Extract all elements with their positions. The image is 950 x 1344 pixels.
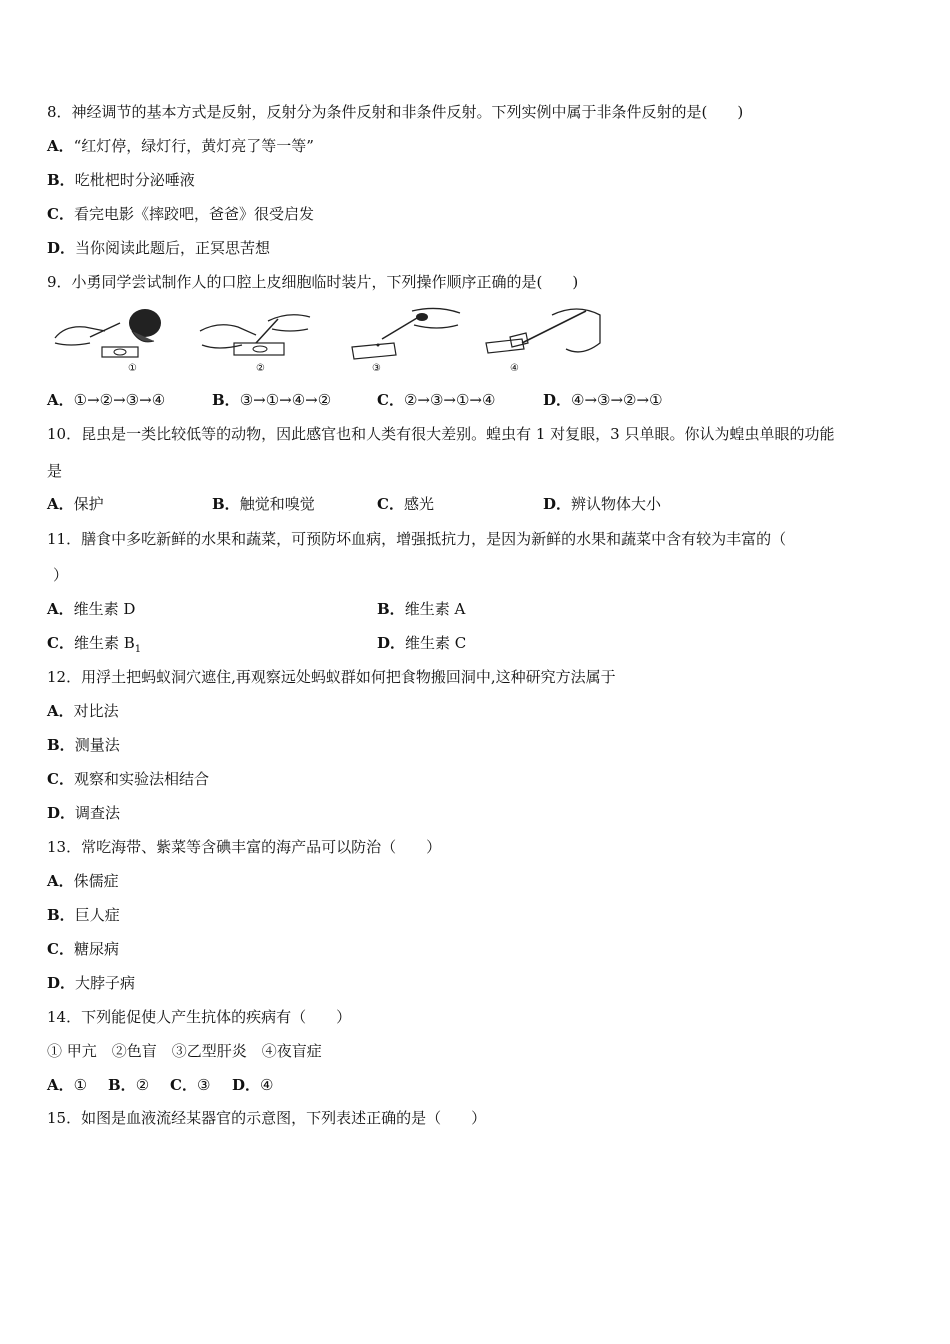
option-letter: A． xyxy=(47,1076,74,1094)
q11-option-c xyxy=(47,633,141,660)
q14-items: ① 甲亢 ②色盲 ③乙型肝炎 ④夜盲症 xyxy=(47,1042,322,1060)
option-text: 对比法 xyxy=(73,702,119,720)
q9-option-a xyxy=(47,390,165,410)
option-text: 看完电影《摔跤吧，爸爸》很受启发 xyxy=(73,205,314,223)
q13-option-c xyxy=(47,939,119,959)
q8-option-b xyxy=(47,170,195,190)
q10-option-c xyxy=(377,494,434,514)
option-subscript: 1 xyxy=(134,644,142,655)
option-text: 触觉和嗅觉 xyxy=(239,495,315,513)
q12-option-d xyxy=(47,803,120,823)
option-letter: D． xyxy=(47,804,76,822)
option-letter: A． xyxy=(47,391,74,409)
figure-label: ② xyxy=(256,363,265,374)
option-letter: B． xyxy=(47,906,75,924)
q10-option-d xyxy=(543,494,661,514)
option-text: ④ xyxy=(260,1076,274,1094)
option-letter: A． xyxy=(47,600,74,618)
option-text: 维生素 C xyxy=(405,634,467,652)
q10-stem-line2: 是 xyxy=(47,462,63,480)
option-letter: C． xyxy=(47,940,74,958)
figure-label: ④ xyxy=(510,363,519,374)
option-text: ③ xyxy=(196,1076,211,1094)
option-letter: D． xyxy=(232,1076,261,1094)
q8-option-d xyxy=(47,238,270,258)
option-text: 辨认物体大小 xyxy=(571,495,662,513)
option-text: 观察和实验法相结合 xyxy=(73,770,209,788)
q9-option-b xyxy=(212,390,331,410)
option-letter: D． xyxy=(47,239,76,257)
option-text: “红灯停，绿灯行，黄灯亮了等一等” xyxy=(73,137,314,155)
scrape-cheek-illustration xyxy=(50,303,170,375)
q12-option-a xyxy=(47,701,119,721)
q9-stem: 9．小勇同学尝试制作人的口腔上皮细胞临时装片，下列操作顺序正确的是( ) xyxy=(47,273,579,291)
option-text: 维生素 D xyxy=(73,600,136,618)
q14-option-a xyxy=(47,1075,87,1095)
option-letter: D． xyxy=(47,974,76,992)
q9-figure-4 xyxy=(482,303,602,375)
figure-label: ① xyxy=(128,363,137,374)
option-letter: B． xyxy=(108,1076,136,1094)
q10-option-a xyxy=(47,494,104,514)
cover-slip-illustration xyxy=(482,303,602,375)
option-text: 吃枇杷时分泌唾液 xyxy=(74,171,195,189)
option-letter: C． xyxy=(170,1076,197,1094)
option-text: 维生素 A xyxy=(404,600,466,618)
option-text: ② xyxy=(135,1076,150,1094)
q12-stem: 12．用浮土把蚂蚁洞穴遮住,再观察远处蚂蚁群如何把食物搬回洞中,这种研究方法属于 xyxy=(47,668,616,686)
q14-stem: 14．下列能促使人产生抗体的疾病有（ ） xyxy=(47,1008,352,1026)
q13-option-b xyxy=(47,905,120,925)
option-text: ②→③→①→④ xyxy=(403,391,496,409)
option-text: 调查法 xyxy=(75,804,121,822)
q9-option-d xyxy=(543,390,663,410)
option-text: 巨人症 xyxy=(74,906,120,924)
q9-figure-1 xyxy=(50,303,170,375)
option-text: 测量法 xyxy=(74,736,120,754)
q15-stem: 15．如图是血液流经某器官的示意图，下列表述正确的是（ ） xyxy=(47,1109,487,1127)
q8-stem: 8．神经调节的基本方式是反射，反射分为条件反射和非条件反射。下列实例中属于非条件反射的是( ) xyxy=(47,103,744,121)
q9-option-c xyxy=(377,390,495,410)
option-letter: C． xyxy=(47,770,74,788)
option-letter: D． xyxy=(377,634,406,652)
option-text: 维生素 B xyxy=(73,634,135,652)
option-letter: C． xyxy=(377,495,404,513)
smear-slide-illustration xyxy=(198,303,318,375)
option-letter: A． xyxy=(47,702,74,720)
q11-stem-line1: 11．膳食中多吃新鲜的水果和蔬菜，可预防坏血病，增强抵抗力，是因为新鲜的水果和蔬菜中含有较为丰富的（ xyxy=(47,530,787,548)
q12-option-b xyxy=(47,735,120,755)
q13-stem: 13．常吃海带、紫菜等含碘丰富的海产品可以防治（ ） xyxy=(47,838,442,856)
option-letter: B． xyxy=(212,495,240,513)
q13-option-d xyxy=(47,973,135,993)
option-text: ③→①→④→② xyxy=(239,391,332,409)
option-letter: B． xyxy=(47,736,75,754)
q8-option-a xyxy=(47,136,314,156)
q14-option-c xyxy=(170,1075,210,1095)
q11-option-a xyxy=(47,599,135,619)
q11-stem-line2: ） xyxy=(53,566,69,584)
option-text: ①→②→③→④ xyxy=(73,391,166,409)
option-letter: B． xyxy=(212,391,240,409)
option-letter: C． xyxy=(47,634,74,652)
option-letter: B． xyxy=(377,600,405,618)
q10-option-b xyxy=(212,494,315,514)
q14-option-b xyxy=(108,1075,149,1095)
q9-figure-2 xyxy=(198,303,318,375)
option-text: ① xyxy=(73,1076,88,1094)
option-text: 糖尿病 xyxy=(73,940,119,958)
option-letter: A． xyxy=(47,872,74,890)
q14-option-d xyxy=(232,1075,273,1095)
q12-option-c xyxy=(47,769,209,789)
q8-option-c xyxy=(47,204,314,224)
q10-stem-line1: 10．昆虫是一类比较低等的动物，因此感官也和人类有很大差别。蝗虫有 1 对复眼，3 只单眼。你认为蝗虫单眼的功能 xyxy=(47,425,835,443)
figure-label: ③ xyxy=(372,363,381,374)
q9-figure-3 xyxy=(342,303,462,375)
drop-water-illustration xyxy=(342,303,462,375)
q9-figure-row xyxy=(50,303,620,375)
option-letter: C． xyxy=(377,391,404,409)
option-text: 感光 xyxy=(403,495,434,513)
option-text: 保护 xyxy=(73,495,104,513)
option-letter: D． xyxy=(543,391,572,409)
q11-option-b xyxy=(377,599,465,619)
option-letter: C． xyxy=(47,205,74,223)
option-text: ④→③→②→① xyxy=(571,391,663,409)
option-letter: B． xyxy=(47,171,75,189)
option-letter: D． xyxy=(543,495,572,513)
option-letter: A． xyxy=(47,137,74,155)
option-text: 当你阅读此题后，正冥思苦想 xyxy=(75,239,271,257)
option-letter: A． xyxy=(47,495,74,513)
q13-option-a xyxy=(47,871,119,891)
q11-option-d xyxy=(377,633,466,653)
option-text: 大脖子病 xyxy=(75,974,136,992)
option-text: 侏儒症 xyxy=(73,872,119,890)
